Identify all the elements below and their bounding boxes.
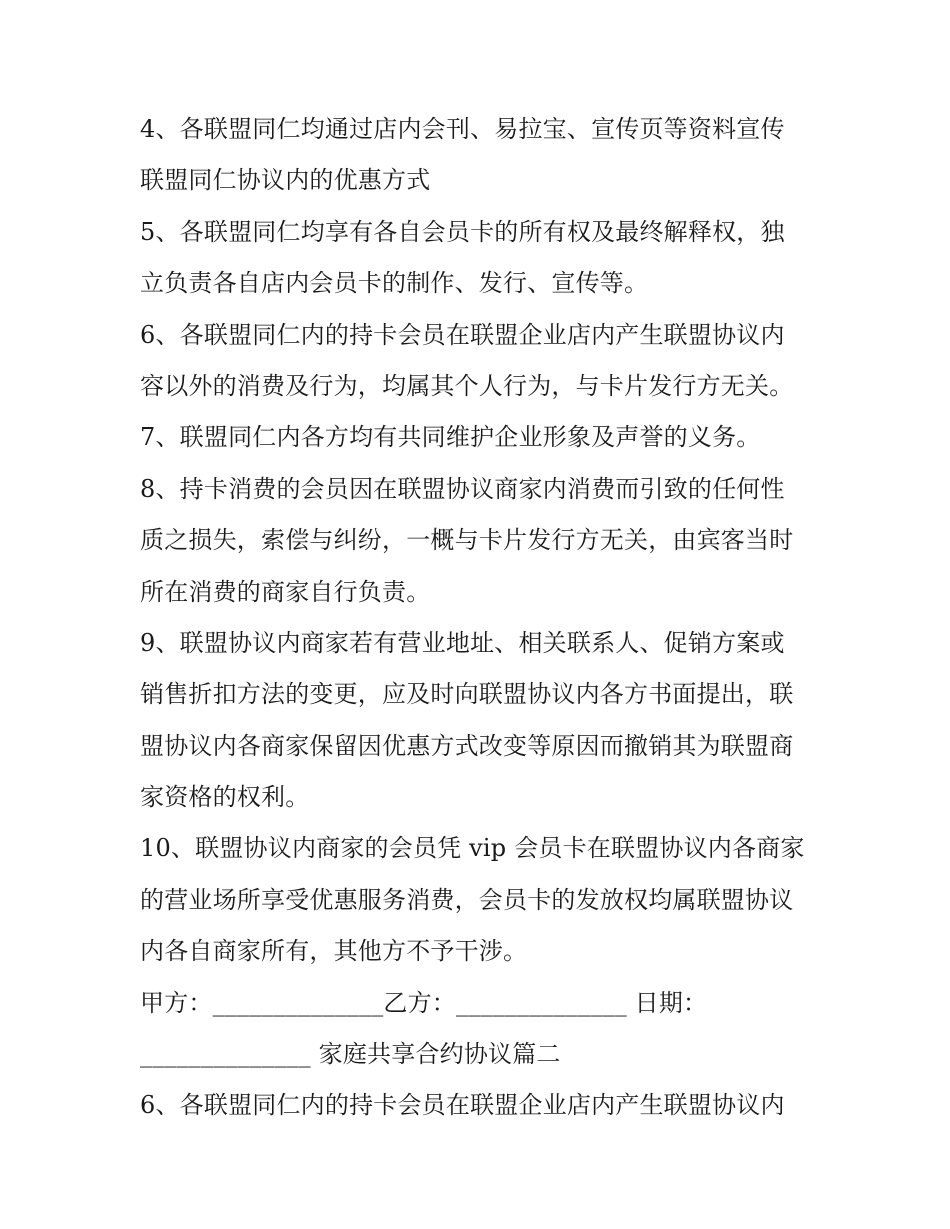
clause-4-line-1: 4、各联盟同仁均通过店内会刊、易拉宝、宣传页等资料宣传: [140, 115, 785, 143]
document-body: [140, 104, 820, 1132]
clause-6-line-1: 6、各联盟同仁内的持卡会员在联盟企业店内产生联盟协议内: [140, 320, 785, 349]
signature-line: 甲方：______________乙方：______________ 日期：: [140, 988, 708, 1017]
clause-9-line-1: 9、联盟协议内商家若有营业地址、相关联系人、促销方案或: [140, 628, 785, 657]
clause-5-line-1: 5、各联盟同仁均享有各自会员卡的所有权及最终解释权，独: [140, 217, 785, 246]
clause-8-line-3: 所在消费的商家自行负责。: [140, 577, 431, 606]
clause-9-line-2: 销售折扣方法的变更，应及时向联盟协议内各方书面提出，联: [140, 680, 794, 709]
clause-10-line-3: 内各自商家所有，其他方不予干涉。: [140, 937, 528, 966]
clause-4-line-2: 联盟同仁协议内的优惠方式: [140, 166, 431, 195]
clause-7-line-1: 7、联盟同仁内各方均有共同维护企业形象及声誉的义务。: [140, 423, 761, 452]
clause-8-line-1: 8、持卡消费的会员因在联盟协议商家内消费而引致的任何性: [140, 474, 785, 503]
clause-8-line-2: 质之损失，索偿与纠纷，一概与卡片发行方无关，由宾客当时: [140, 526, 794, 555]
clause-5-line-2: 立负责各自店内会员卡的制作、发行、宣传等。: [140, 269, 649, 298]
clause-6-line-2: 容以外的消费及行为，均属其个人行为，与卡片发行方无关。: [140, 371, 794, 400]
section-heading-line: ______________ 家庭共享合约协议篇二: [140, 1040, 561, 1069]
clause-10-line-2: 的营业场所享受优惠服务消费，会员卡的发放权均属联盟协议: [140, 885, 794, 914]
clause-6-repeat-line-1: 6、各联盟同仁内的持卡会员在联盟企业店内产生联盟协议内: [140, 1091, 785, 1120]
clause-9-line-4: 家资格的权利。: [140, 783, 310, 812]
clause-10-line-1: 10、联盟协议内商家的会员凭 vip 会员卡在联盟协议内各商家: [140, 834, 805, 863]
clause-9-line-3: 盟协议内各商家保留因优惠方式改变等原因而撤销其为联盟商: [140, 731, 794, 760]
